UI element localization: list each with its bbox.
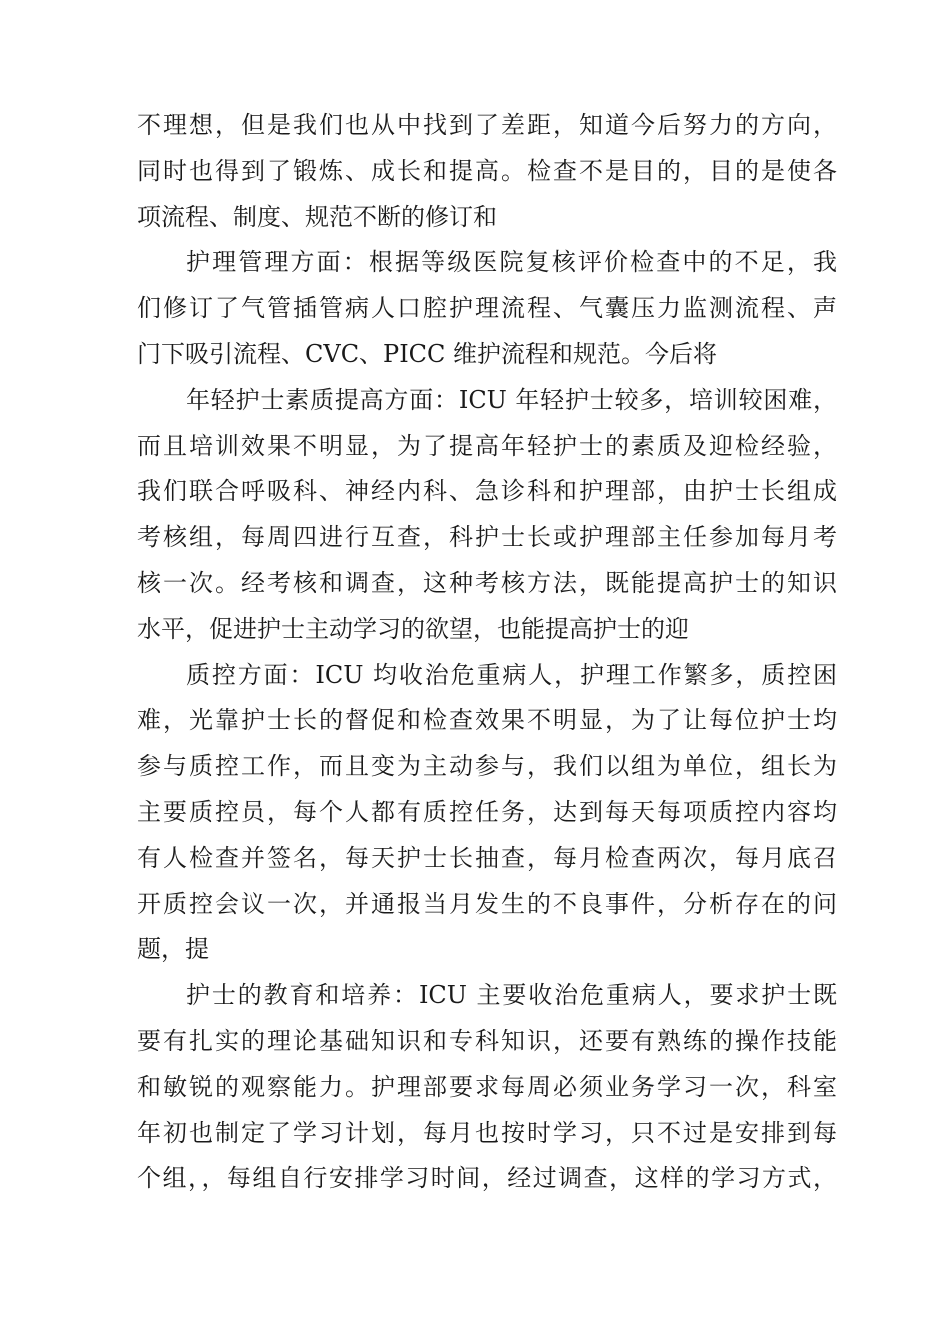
paragraph-young-nurse-quality (137, 378, 837, 653)
paragraph-quality-control (137, 653, 837, 974)
text-line: 主要质控员，每个人都有质控任务，达到每天每项质控内容均 (137, 797, 837, 826)
text-line: 水平，促进护士主动学习的欲望，也能提高护士的迎 (137, 614, 689, 643)
text-line: 而且培训效果不明显，为了提高年轻护士的素质及迎检经验， (137, 431, 837, 460)
text-line: 开质控会议一次，并通报当月发生的不良事件，分析存在的问 (137, 889, 837, 918)
paragraph-nurse-education (137, 973, 837, 1202)
text-line: 门下吸引流程、CVC、PICC 维护流程和规范。今后将 (137, 339, 718, 368)
text-line: 年轻护士素质提高方面：ICU 年轻护士较多，培训较困难， (186, 385, 837, 414)
paragraph-nursing-management (137, 240, 837, 377)
text-line: 个组，，每组自行安排学习时间，经过调查，这样的学习方式， (137, 1164, 837, 1193)
text-line: 同时也得到了锻炼、成长和提高。检查不是目的，目的是使各 (137, 156, 837, 185)
text-line: 考核组，每周四进行互查，科护士长或护理部主任参加每月考 (137, 523, 837, 552)
document-body (137, 103, 837, 1202)
text-line: 我们联合呼吸科、神经内科、急诊科和护理部，由护士长组成 (137, 477, 837, 506)
text-line: 难，光靠护士长的督促和检查效果不明显，为了让每位护士均 (137, 706, 837, 735)
paragraph-intro-continuation (137, 103, 837, 240)
text-line: 质控方面：ICU 均收治危重病人，护理工作繁多，质控困 (186, 660, 837, 689)
text-line: 们修订了气管插管病人口腔护理流程、气囊压力监测流程、声 (137, 294, 837, 323)
text-line: 核一次。经考核和调查，这种考核方法，既能提高护士的知识 (137, 568, 837, 597)
text-line: 不理想，但是我们也从中找到了差距，知道今后努力的方向， (137, 111, 837, 139)
text-line: 护士的教育和培养：ICU 主要收治危重病人，要求护士既 (186, 981, 837, 1010)
text-line: 项流程、制度、规范不断的修订和 (137, 202, 497, 231)
text-line: 护理管理方面：根据等级医院复核评价检查中的不足，我 (186, 248, 837, 277)
text-line: 题，提 (137, 935, 209, 964)
text-line: 有人检查并签名，每天护士长抽查，每月检查两次，每月底召 (137, 843, 837, 872)
text-line: 参与质控工作，而且变为主动参与，我们以组为单位，组长为 (137, 752, 837, 781)
text-line: 年初也制定了学习计划，每月也按时学习，只不过是安排到每 (137, 1118, 837, 1147)
text-line: 和敏锐的观察能力。护理部要求每周必须业务学习一次，科室 (137, 1072, 837, 1101)
text-line: 要有扎实的理论基础知识和专科知识，还要有熟练的操作技能 (137, 1026, 837, 1055)
